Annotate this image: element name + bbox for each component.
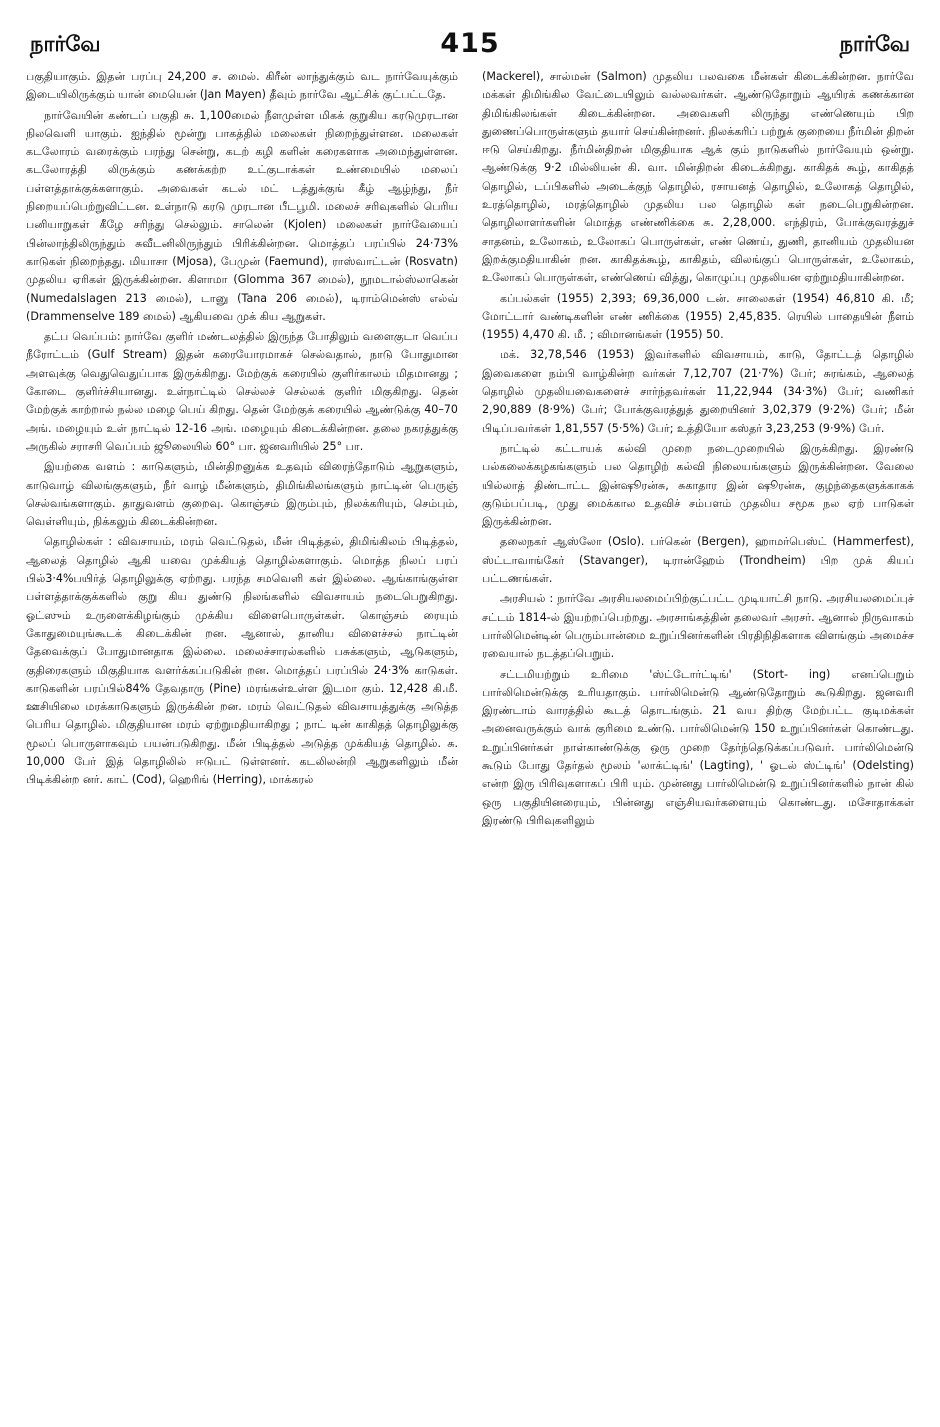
paragraph-transport-stats: கப்பல்கள் (1955) 2,393; 69,36,000 டன். சாலைகள் (1954) 46,810 கி. மீ; மோட்டார் வண்டிகளின் எண் ணிக்கை (1955) 2,45,835. ரெயில் பாதையின் நீளம் (1955) 4,470 கி. மீ. ; விமானங்கள் (1955) 50. — [482, 291, 914, 342]
running-head-left: நார்வே — [30, 32, 101, 56]
running-head-right: நார்வே — [839, 32, 910, 56]
paragraph-natural-resources: இயற்கை வளம் : காடுகளும், மின்திறனுக்க உதவும் விரைந்தோடும் ஆறுகளும், காடுவாழ் விலங்குகளும், நீர் வாழ் மீன்களும், திமிங்கிலங்களும் நாட்டின் பெருஞ் செல்வங்களாகும். தாதுவளம் குறைவு. கொஞ்சம் இரும்பும், நிலக்கரியும், செம்பும், வெள்ளியும், நிக்கலும் கிடைக்கின்றன. — [26, 460, 458, 529]
paragraph-industries: தொழில்கள் : விவசாயம், மரம் வெட்டுதல், மீன் பிடித்தல், திமிங்கிலம் பிடித்தல், ஆலைத் தொழில் ஆகி யவை முக்கியத் தொழில்களாகும். மொத்த நிலப் பரப் பில்3·4%பயிர்த் தொழிலுக்கு ஏற்றது. பரந்த சமவெளி கள் இல்லை. ஆங்காங்குள்ள பள்ளத்தாக்குக்களில் குறு கிய துண்டு நிலங்களில் விவசாயம் நடைபெறுகிறது. ஓட்ஸும் உருளைக்கிழங்கும் முக்கிய விளைபொருள்கள். கொஞ்சம் ரையும் கோதுமையுங்கூடக் கிடைக்கின் றன. ஆனால், தானிய விளைச்சல் நாட்டின் தேவைக்குப் போதுமானதாக இல்லை. மலைச்சாரல்களில் பசுக்களும், ஆடுகளும், குதிரைகளும் மிகுதியாக வளர்க்கப்படுகின் றன. மொத்தப் பரப்பில் 24·3% காடுகள். காடுகளின் பரப்பில்84% தேவதாரு (Pine) மரங்கள்உள்ள இடமா கும். 12,428 கி.மீ. ஊசியிலை மரக்காடுகளும் இருக்கின் றன. மரம் வெட்டுதல் விவசாயத்துக்கு அடுத்த பெரிய தொழில். மிகுதியான மரம் ஏற்றுமதியாகிறது ; நாட் டின் காகிதத் தொழிலுக்கு மூலப் பொருளாகவும் பயன்படுகிறது. மீன் பிடித்தல் அடுத்த முக்கியத் தொழில். சு. 10,000 பேர் இத் தொழிலில் ஈடுபட் டுள்ளனர். கடலிலன்றி ஆறுகளிலும் மீன் பிடிக்கின்ற னர். காட் (Cod), ஹெரிங் (Herring), மாக்கரல் — [26, 535, 458, 787]
paragraph-geography: நார்வேயின் கண்டப் பகுதி சு. 1,100மைல் நீளமுள்ள மிகக் குறுகிய கரடுமுரடான நிலவெளி யாகும். ஐந்தில் மூன்று பாகத்தில் மலைகள் நிறைந்துள்ளன. மலைகள் கடலோரம் வரைக்கும் பரந்து சென்று, கடற் கழி களின் கரைகளாக அமைந்துள்ளன. கடலோரத்தி லிருக்கும் கணக்கற்ற உட்குடாக்கள் உண்மையில் மலைப் பள்ளத்தாக்குக்களாகும். அவைகள் கடல் மட் டத்துக்குங் கீழ் ஆழ்ந்து, நீர் நிறையப்பெற்றுவிட்டன. உள்நாடு கரடு முரடான பீடபூமி. மலைச் சரிவுகளில் பெரிய பனியாறுகள் கீழே சரிந்து செல்லும். சாலென் (Kjolen) மலைகள் நார்வேயைப் பின்லாந்திலிருந்தும் சுவீடனிலிருந்தும் பிரிக்கின்றன. மொத்தப் பரப்பில் 24·73% காடுகள் நிறைந்தது. மியாசா (Mjosa), பேமுன் (Faemund), ராஸ்வாட்டன் (Rosvatn) முதலிய ஏரிகள் இருக்கின்றன. கிளாமா (Glomma 367 மைல்), நூமடால்ஸ்லாகென் (Numedalslagen 213 மைல்), டானு (Tana 206 மைல்), டிராம்மென்ஸ் எல்வ் (Drammenselve 189 மைல்) ஆகியவை முக் கிய ஆறுகள். — [26, 108, 458, 323]
text-columns — [26, 68, 914, 1409]
paragraph-population: மக். 32,78,546 (1953) இவர்களில் விவசாயம், காடு, தோட்டத் தொழில் இவைகளை நம்பி வாழ்கின்ற வர்கள் 7,12,707 (21·7%) பேர்; சுரங்கம், ஆலைத் தொழில் முதலியவைகளைச் சார்ந்தவர்கள் 11,22,944 (34·3%) பேர்; வணிகர் 2,90,889 (8·9%) பேர்; போக்குவரத்துத் துறையினர் 3,02,379 (9·2%) பேர்; மீன் பிடிப்பவர்கள் 1,81,557 (5·5%) பேர்; உத்தியோ கஸ்தர் 3,23,253 (9·9%) பேர். — [482, 348, 914, 435]
paragraph-fisheries-industry: (Mackerel), சால்மன் (Salmon) முதலிய பலவகை மீன்கள் கிடைக்கின்றன. நார்வே மக்கள் திமிங்கில வேட்டையிலும் வல்லவர்கள். ஆண்டுதோறும் ஆயிரக் கணக்கான திமிங்கிலங்கள் கிடைக்கின்றன. அவைகளி லிருந்து எண்ணெயும் பிற துணைப்பொருள்களும் தயார் செய்கின்றனர். நிலக்கரிப் பற்றுக் குறையை நீர்மின் திறன் ஈடு செய்கிறது. நீர்மின்திறன் மிகுதியாக ஆக் கும் நாடுகளில் நார்வேயும் ஒன்று. ஆண்டுக்கு 9·2 மில்லியன் கி. வா. மின்திறன் கிடைக்கிறது. காகிதக் கூழ், காகிதத் தொழில், டப்பிகளில் அடைக்குந் தொழில், ரசாயனத் தொழில், உலோகத் தொழில், உரத்தொழில், மரத்தொழில் முதலிய பல தொழில் கள் நடைபெறுகின்றன. தொழிலாளர்களின் மொத்த எண்ணிக்கை சு. 2,28,000. எந்திரம், போக்குவரத்துச் சாதனம், உலோகம், உலோகப் பொருள்கள், எண் ணெய், துணி, தானியம் முதலியன இறக்குமதியாகின் றன. காகிதக்கூழ், காகிதம், விலங்குப் பொருள்கள், உலோகம், உலோகப் பொருள்கள், எண்ணெய் வித்து, கொழுப்பு முதலியன ஏற்றுமதியாகின்றன. — [482, 70, 914, 285]
paragraph-politics: அரசியல் : நார்வே அரசியலமைப்பிற்குட்பட்ட முடியாட்சி நாடு. அரசியலமைப்புச் சட்டம் 1814-ல் இயற்றப்பெற்றது. அரசாங்கத்தின் தலைவர் அரசர். ஆனால் நிருவாகம் பார்லிமென்டின் பெரும்பான்மை உறுப்பினர்களின் பிரதிநிதிகளாக விளங்கும் அமைச்ச ரவையால் நடத்தப்பெறும். — [482, 592, 914, 661]
paragraph-climate: தட்ப வெப்பம்: நார்வே குளிர் மண்டலத்தில் இருந்த போதிலும் வளைகுடா வெப்ப நீரோட்டம் (Gulf Stream) இதன் கரையோரமாகச் செல்வதால், நாடு போதுமான அளவுக்கு வெதுவெதுப்பாக இருக்கிறது. மேற்குக் கரையில் குளிர்காலம் மிதமானது ; கோடை குளிர்ச்சியானது. உள்நாட்டில் செல்லச் செல்லக் குளிர் மிகுகிறது. தென் மேற்குக் காற்றால் நல்ல மழை பெய் கிறது. தென் மேற்குக் கரையில் ஆண்டுக்கு 40–70 அங். மழையும் உள் நாட்டில் 12-16 அங். மழையும் கிடைக்கின்றன. தலை நகரத்துக்கு அருகில் சராசரி வெப்பம் ஜூலையில் 60° பா. ஜனவரியில் 25° பா. — [26, 330, 458, 453]
right-column — [482, 68, 914, 1409]
paragraph-education-welfare: நாட்டில் கட்டாயக் கல்வி முறை நடைமுறையில் இருக்கிறது. இரண்டு பல்கலைக்கழகங்களும் பல தொழிற் கல்வி நிலையங்களும் இருக்கின்றன. வேலை யில்லாத் திண்டாட்ட இன்ஷூரன்சு, சுகாதார இன் ஷூரன்சு, குழந்தைகளுக்காகக் குடும்பப்படி, முது மைக்கால உதவிச் சம்பளம் முதலிய சமூக நல ஏற் பாடுகள் இருக்கின்றன. — [482, 441, 914, 529]
page-number: 415 — [440, 28, 500, 59]
paragraph-storting: சட்டமியற்றும் உரிமை 'ஸ்ட்டோர்ட்டிங்' (Stort- ing) எனப்பெறும் பார்லிமென்டுக்கு உரியதாகும். பார்லிமென்டு ஆண்டுதோறும் கூடுகிறது. ஜனவரி இரண்டாம் வாரத்தில் கூடத் தொடங்கும். 21 வய திற்கு மேற்பட்ட குடிமக்கள் அனைவருக்கும் வாக் குரிமை உண்டு. பார்லிமென்டு 150 உறுப்பினர்கள் கொண்டது. உறுப்பினர்கள் நாள்காண்டுக்கு ஒரு முறை தேர்ந்தெடுக்கப்படுவர். பார்லிமென்டு கூடும் போது தேர்தல் மூலம் 'லாக்ட்டிங்' (Lagting), ' ஓடல் ஸ்ட்டிங்' (Odelsting) என்ற இரு பிரிவுகளாகப் பிரி யும். முன்னது பார்லிமென்டு உறுப்பினர்களில் நான் கில் ஒரு பகுதியினரையும், பின்னது எஞ்சியவர்களையும் கொண்டது. மசோதாக்கள் இரண்டு பிரிவுகளிலும் — [482, 667, 914, 827]
left-column — [26, 68, 458, 1409]
page-header — [26, 28, 914, 68]
paragraph-cities: தலைநகர் ஆஸ்லோ (Oslo). பர்கென் (Bergen), ஹாமர்பெஸ்ட் (Hammerfest), ஸ்ட்டாவாங்கேர் (Stavanger), டிரான்ஹேம் (Trondheim) பிற முக் கியப் பட்டணங்கள். — [482, 535, 914, 586]
paragraph-jan-mayen: பகுதியாகும். இதன் பரப்பு 24,200 ச. மைல். கிரீன் லாந்துக்கும் வட நார்வேயுக்கும் இடையிலிருக்கும் யான் மையென் (Jan Mayen) தீவும் நார்வே ஆட்சிக் குட்பட்டதே. — [26, 70, 458, 102]
